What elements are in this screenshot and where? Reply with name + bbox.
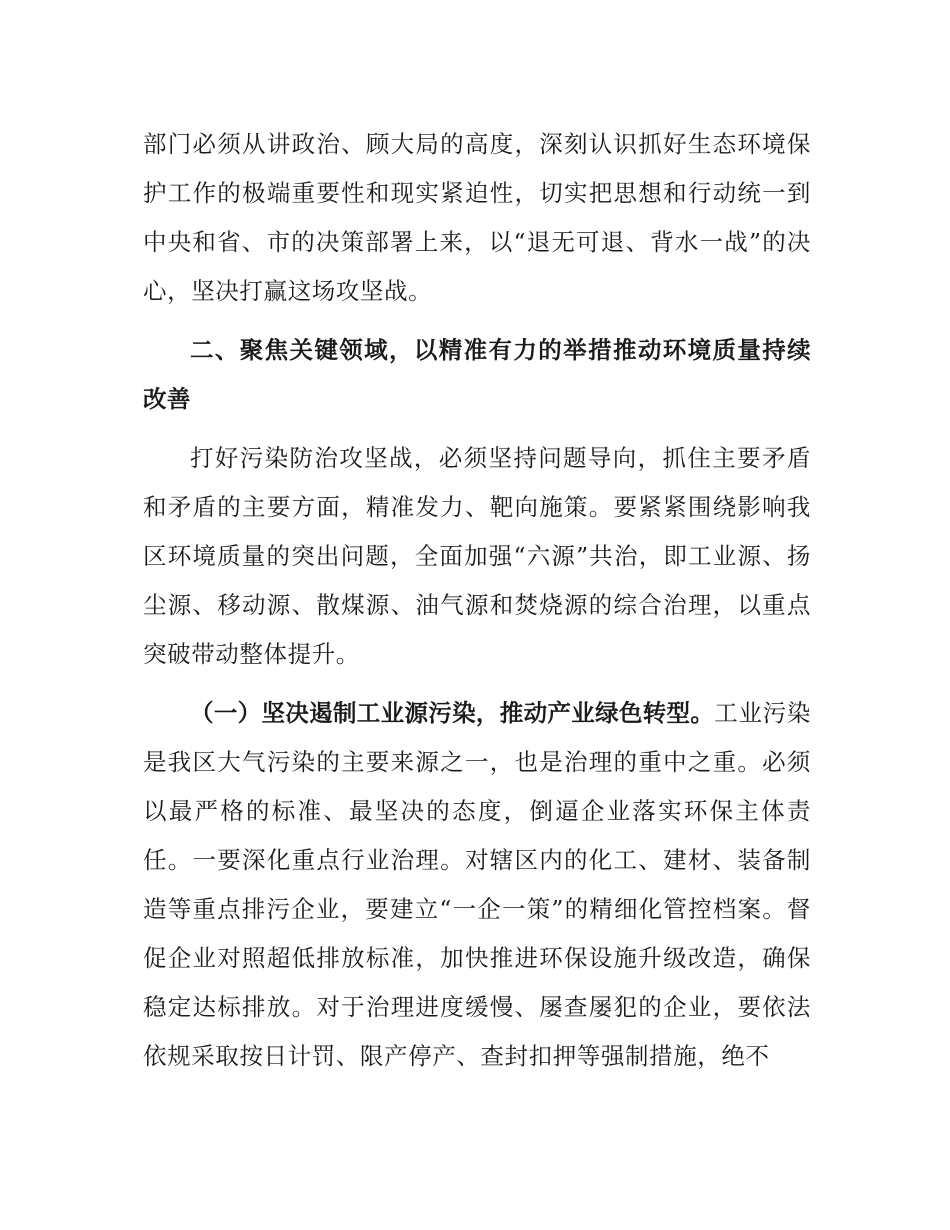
- spacer: [143, 316, 811, 326]
- subsection-heading: （一）坚决遏制工业源污染，推动产业绿色转型。: [190, 699, 715, 727]
- paragraph-subsection: [143, 689, 811, 1081]
- subsection-body: 工业污染是我区大气污染的主要来源之一，也是治理的重中之重。必须以最严格的标准、最坚决的态度，倒逼企业落实环保主体责任。一要深化重点行业治理。对辖区内的化工、建材、装备制造等重点排污企业，要建立“一企一策”的精细化管控档案。督促企业对照超低排放标准，加快推进环保设施升级改造，确保稳定达标排放。对于治理进度缓慢、屡查屡犯的企业，要依法依规采取按日计罚、限产停产、查封扣押等强制措施，绝不: [143, 699, 812, 1070]
- paragraph-body: 打好污染防治攻坚战，必须坚持问题导向，抓住主要矛盾和矛盾的主要方面，精准发力、靶向施策。要紧紧围绕影响我区环境质量的突出问题，全面加强“六源”共治，即工业源、扬尘源、移动源、散煤源、油气源和焚烧源的综合治理，以重点突破带动整体提升。: [143, 444, 811, 668]
- paragraph-continued: 部门必须从讲政治、顾大局的高度，深刻认识抓好生态环境保护工作的极端重要性和现实紧迫性，切实把思想和行动统一到中央和省、市的决策部署上来，以“退无可退、背水一战”的决心，坚决打赢这场攻坚战。: [143, 130, 811, 305]
- document-page: [143, 120, 811, 1081]
- spacer: [143, 679, 811, 689]
- section-heading: 二、聚焦关键领域，以精准有力的举措推动环境质量持续改善: [143, 336, 811, 413]
- spacer: [143, 424, 811, 434]
